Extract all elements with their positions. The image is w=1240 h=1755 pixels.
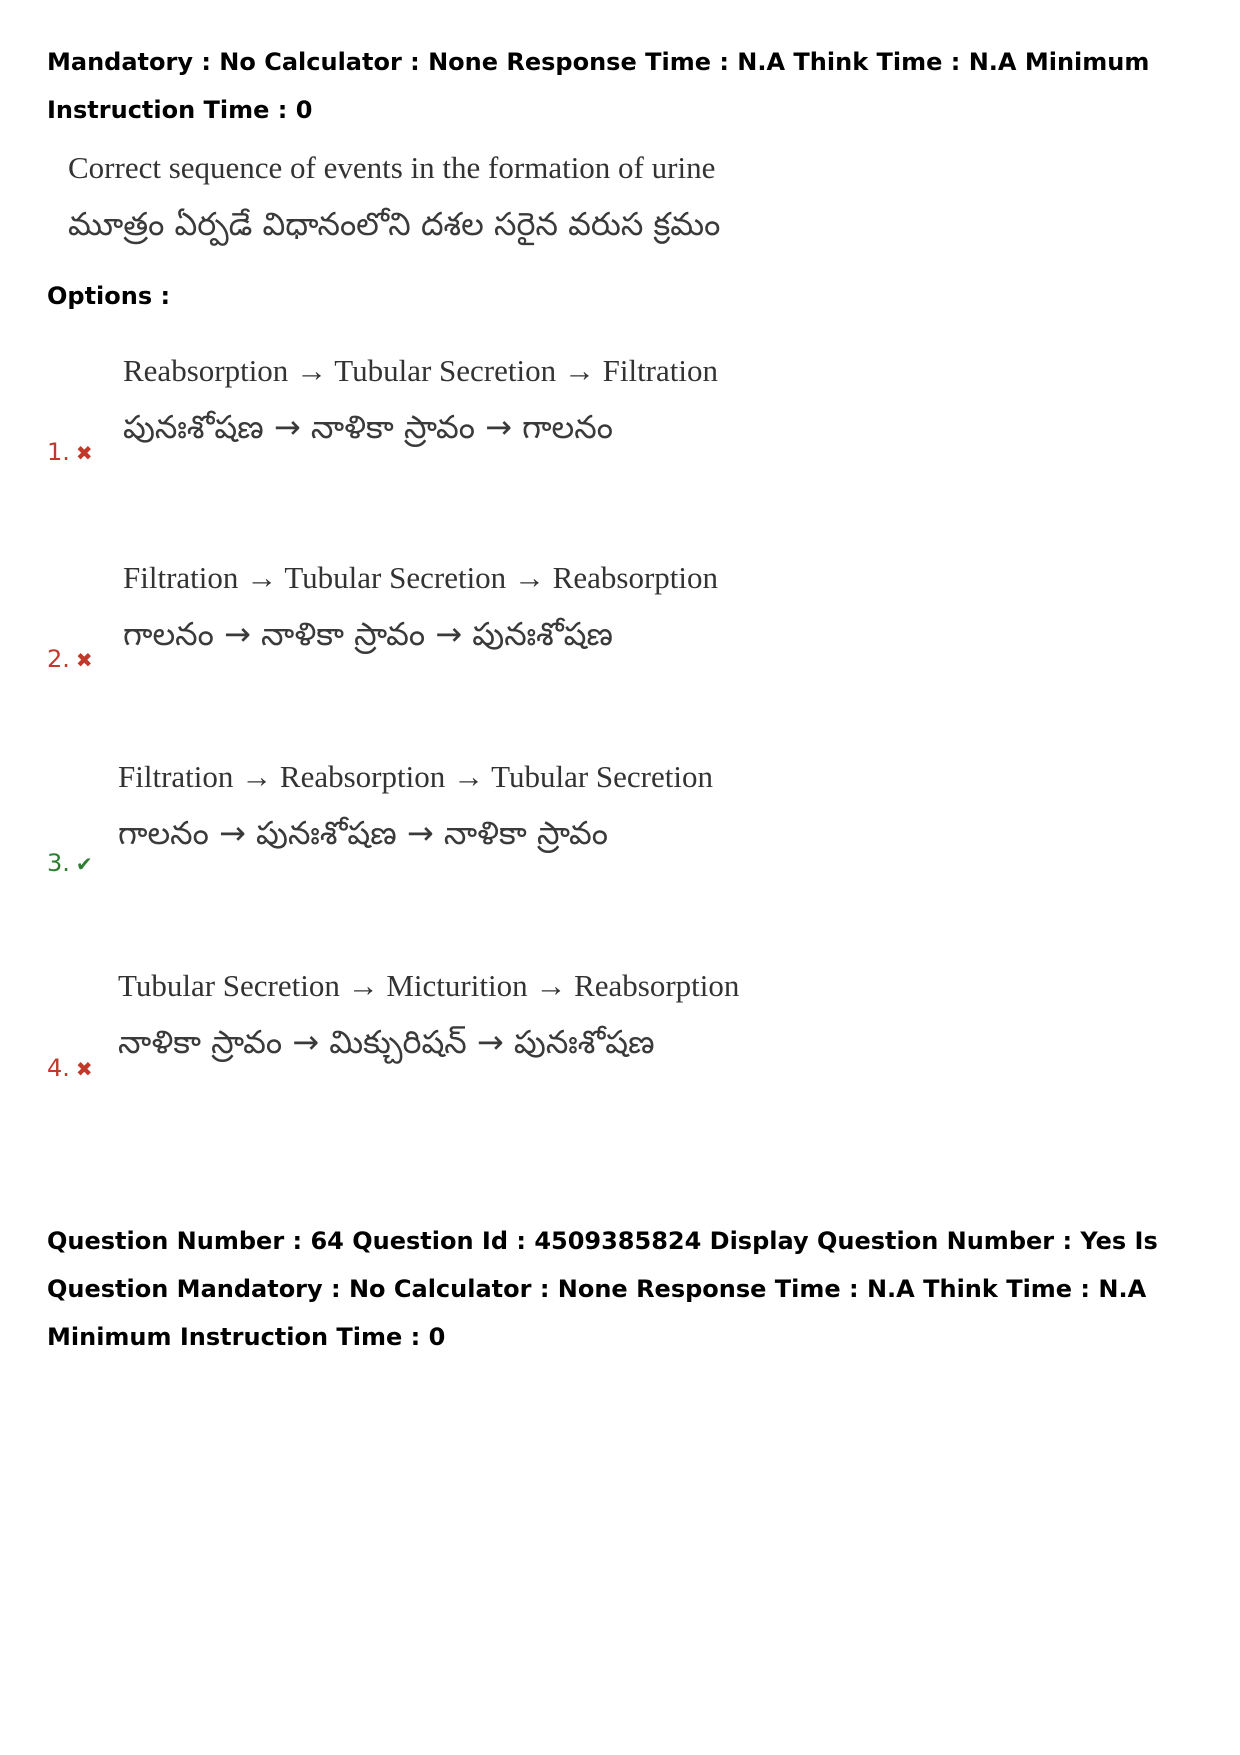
option-2-image <box>123 558 718 656</box>
option-4-image <box>118 966 739 1064</box>
option-3-image <box>118 757 713 855</box>
option-number: 2. <box>47 645 70 673</box>
option-4-number <box>47 1053 93 1084</box>
wrong-mark-icon: ✖ <box>75 441 93 465</box>
question-english: Correct sequence of events in the formation of urine <box>68 150 716 185</box>
question-meta-header: Mandatory : No Calculator : None Response Time : N.A Think Time : N.A Minimum Instruction Time : 0 <box>47 48 1150 124</box>
check-mark-icon: ✔ <box>75 852 93 876</box>
option-english: Tubular Secretion → Micturition → Reabsorption <box>118 968 740 1003</box>
option-english: Filtration → Reabsorption → Tubular Secretion <box>118 759 713 794</box>
option-number: 3. <box>47 849 70 877</box>
option-telugu: గాలనం → పునఃశోషణ → నాళికా స్రావం <box>118 814 608 852</box>
option-telugu: పునఃశోషణ → నాళికా స్రావం → గాలనం <box>123 408 613 446</box>
option-2-number <box>47 644 93 675</box>
option-telugu: గాలనం → నాళికా స్రావం → పునఃశోషణ <box>123 615 613 653</box>
option-number: 1. <box>47 438 70 466</box>
option-3-number <box>47 848 93 879</box>
option-1-number <box>47 437 93 468</box>
wrong-mark-icon: ✖ <box>75 1057 93 1081</box>
option-english: Reabsorption → Tubular Secretion → Filtration <box>123 353 718 388</box>
option-english: Filtration → Tubular Secretion → Reabsorption <box>123 560 718 595</box>
option-telugu: నాళికా స్రావం → మిక్చురిషన్ → పునఃశోషణ <box>118 1023 655 1061</box>
next-question-meta: Question Number : 64 Question Id : 4509385824 Display Question Number : Yes Is Question Mandatory : No Calculator : None Response Time : N.A Think Time : N.A Minimum Instruction Time : 0 <box>47 1227 1158 1351</box>
option-1-image <box>123 351 718 449</box>
question-telugu: మూత్రం ఏర్పడే విధానంలోని దశల సరైన వరుస క్రమం <box>68 205 721 243</box>
option-number: 4. <box>47 1054 70 1082</box>
wrong-mark-icon: ✖ <box>75 648 93 672</box>
options-label: Options : <box>47 282 171 310</box>
question-text-image <box>68 148 720 246</box>
